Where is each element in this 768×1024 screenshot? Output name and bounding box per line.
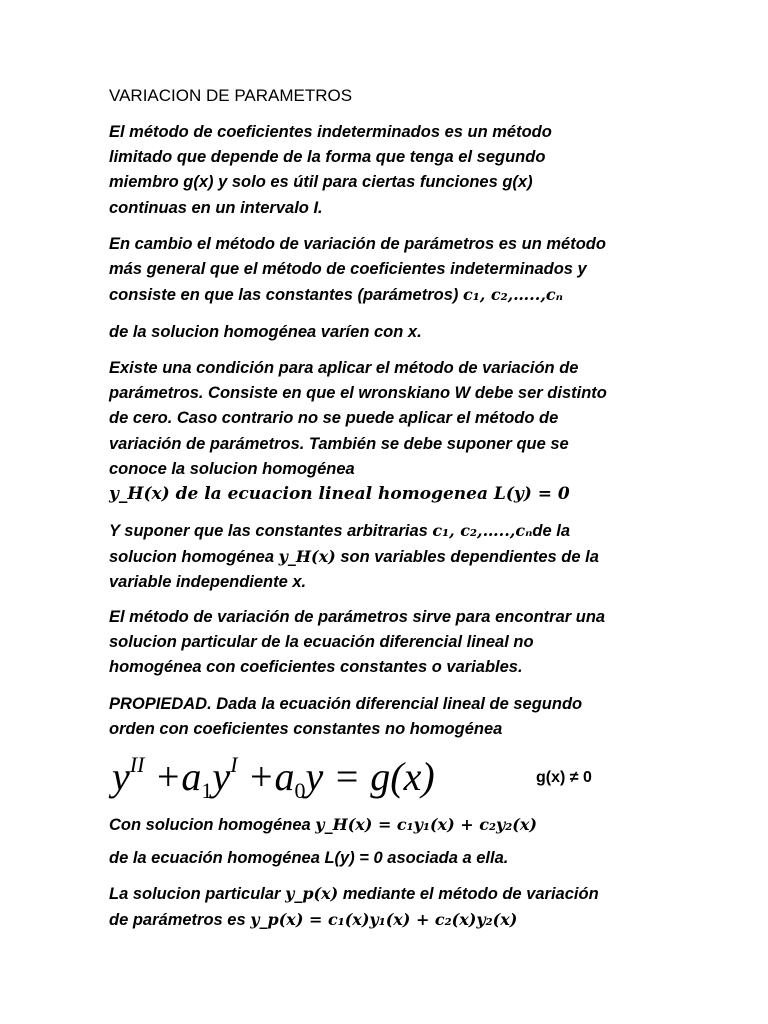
page-title: VARIACION DE PARAMETROS [109, 86, 353, 105]
p2-line-3 [109, 282, 669, 308]
p8-text: Con solucion homogénea [109, 816, 311, 834]
p3-line-1: de la solucion homogénea varíen con x. [109, 323, 422, 341]
p9-line-1: de la ecuación homogénea L(y) = 0 asociada a ella. [109, 849, 509, 867]
yp-math: y_p(x) [285, 884, 339, 903]
paragraph-5 [109, 518, 669, 596]
p4-line-2: parámetros. Consiste en que el wronskiano W debe ser distinto [109, 384, 607, 403]
p5-line-1 [109, 518, 669, 544]
p10-text-c: de parámetros es [109, 911, 246, 930]
equation-text-hidden [0, 0, 1, 1]
equation-visual: $y^{II} +a_1y^I +a_0y = g(x)$ [112, 752, 435, 803]
constants-list-math: c₁, c₂,…..,cₙ [462, 285, 563, 305]
p5-text-b: de la [532, 522, 571, 540]
p6-line-3: homogénea con coeficientes constantes o variables. [109, 658, 523, 677]
p10-text-a: La solucion particular [109, 885, 281, 903]
p1-line-2: limitado que depende de la forma que tenga el segundo [109, 148, 546, 167]
p1-line-4: continuas en un intervalo I. [109, 198, 323, 217]
p4-line-4: variación de parámetros. También se debe suponer que se [109, 434, 569, 453]
p5-yh-math: y_H(x) [278, 547, 336, 567]
yp-formula-math: y_p(x) = c₁(x)y₁(x) + c₂(x)y₂(x) [250, 910, 518, 930]
paragraph-8 [109, 812, 669, 838]
p1-line-1: El método de coeficientes indeterminados es un método [109, 123, 552, 141]
nonzero-condition: g(x) ≠ 0 [536, 769, 592, 786]
p5-text-d: son variables dependientes de la [340, 548, 599, 567]
p7-line-1: PROPIEDAD. Dada la ecuación diferencial lineal de segundo [109, 695, 583, 713]
p7-line-2: orden con coeficientes constantes no homogénea [109, 720, 503, 739]
paragraph-9 [109, 846, 669, 871]
paragraph-3 [109, 320, 669, 345]
paragraph-4 [109, 356, 669, 507]
main-differential-equation [112, 752, 435, 804]
p4-line-3: de cero. Caso contrario no se puede aplicar el método de [109, 409, 559, 428]
p10-line-1 [109, 881, 669, 907]
p5-line-3: variable independiente x. [109, 573, 307, 592]
paragraph-1 [109, 120, 669, 221]
p8-line-1 [109, 812, 669, 838]
p5-constants-math: c₁, c₂,…..,cₙ [432, 521, 533, 540]
p2-line-3-text: consiste en que las constantes (parámetros) [109, 286, 459, 305]
paragraph-7 [109, 692, 669, 742]
p6-line-2: solucion particular de la ecuación diferencial lineal no [109, 633, 534, 652]
p2-line-2: más general que el método de coeficientes indeterminados y [109, 260, 587, 279]
p5-text-a: Y suponer que las constantes arbitrarias [109, 522, 428, 540]
p4-line-1: Existe una condición para aplicar el método de variación de [109, 359, 579, 377]
p5-text-c: solucion homogénea [109, 548, 275, 567]
p4-line-5: conoce la solucion homogénea [109, 459, 355, 478]
p2-line-1: En cambio el método de variación de parámetros es un método [109, 235, 606, 253]
p10-text-b: mediante el método de variación [342, 885, 599, 903]
p6-line-1: El método de variación de parámetros sirve para encontrar una [109, 608, 606, 626]
homogeneous-equation-math: y_H(x) de la ecuacion lineal homogenea L(y) = 0 [109, 484, 570, 505]
paragraph-10 [109, 881, 669, 933]
p5-line-2 [109, 544, 669, 570]
paragraph-6 [109, 605, 669, 681]
paragraph-2 [109, 232, 669, 309]
p10-line-2 [109, 907, 669, 933]
yh-solution-math: y_H(x) = c₁y₁(x) + c₂y₂(x) [315, 815, 537, 834]
p1-line-3: miembro g(x) y solo es útil para ciertas funciones g(x) [109, 173, 533, 192]
